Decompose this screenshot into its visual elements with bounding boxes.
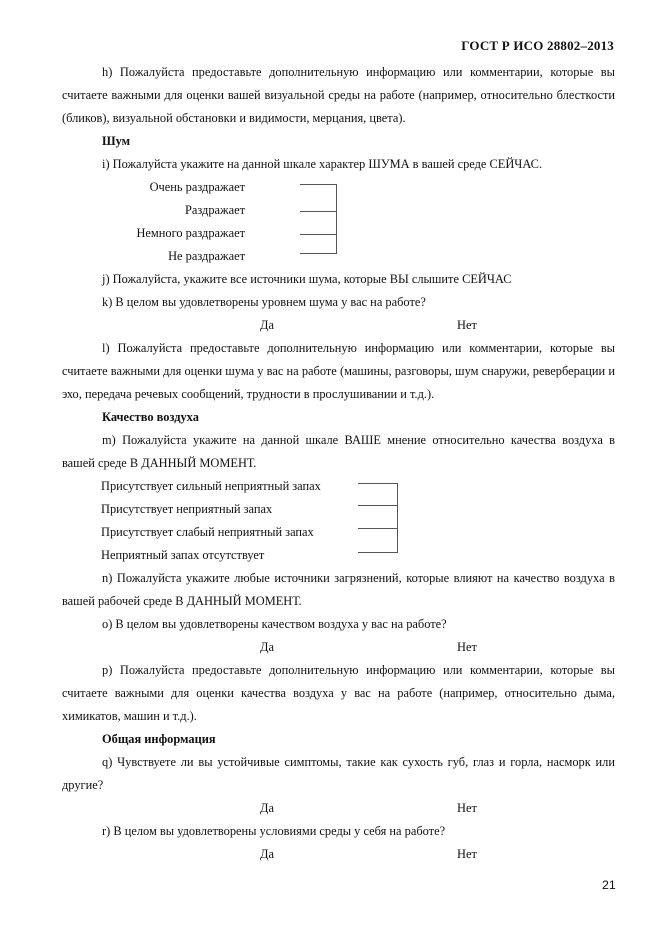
yes-option[interactable]: Да	[260, 801, 274, 815]
yes-option[interactable]: Да	[260, 640, 274, 654]
question-p: p) Пожалуйста предоставьте дополнительную информацию или комментарии, которые вы считаете важными для оценки качества воздуха у вас на работе (например, относительно дыма, химикатов, машин и т.д.).	[62, 663, 615, 723]
air-scale-option: Неприятный запах отсутствует	[101, 548, 265, 562]
air-scale-option: Присутствует слабый неприятный запах	[101, 525, 314, 539]
no-option[interactable]: Нет	[457, 801, 477, 815]
question-r: r) В целом вы удовлетворены условиями среды у себя на работе?	[102, 824, 446, 838]
question-k: k) В целом вы удовлетворены уровнем шума у вас на работе?	[102, 295, 426, 309]
air-scale-tick	[358, 505, 397, 506]
page-number: 21	[602, 878, 616, 892]
yes-option[interactable]: Да	[260, 847, 274, 861]
no-option[interactable]: Нет	[457, 847, 477, 861]
noise-scale-tick	[300, 234, 336, 235]
noise-scale-bracket	[300, 184, 337, 254]
question-j: j) Пожалуйста, укажите все источники шума, которые ВЫ слышите СЕЙЧАС	[102, 272, 512, 286]
question-m: m) Пожалуйста укажите на данной шкале ВАШЕ мнение относительно качества воздуха в вашей среде В ДАННЫЙ МОМЕНТ.	[62, 433, 615, 470]
yes-no-r	[62, 843, 615, 866]
noise-scale-tick	[300, 211, 336, 212]
noise-scale-option: Немного раздражает	[136, 226, 245, 240]
air-scale-bracket	[358, 483, 398, 553]
document-body	[62, 61, 615, 866]
standard-header: ГОСТ Р ИСО 28802–2013	[461, 38, 614, 53]
yes-no-o	[62, 636, 615, 659]
noise-scale-option: Раздражает	[184, 203, 245, 217]
no-option[interactable]: Нет	[457, 318, 477, 332]
air-scale-tick	[358, 528, 397, 529]
general-info-heading: Общая информация	[102, 732, 216, 746]
air-quality-heading: Качество воздуха	[102, 410, 199, 424]
question-h: h) Пожалуйста предоставьте дополнительную информацию или комментарии, которые вы считаете важными для оценки вашей визуальной среды на работе (например, относительно блесткости (бликов), визуальной обстановки и видимости, мерцания, цвета).	[62, 65, 615, 125]
yes-option[interactable]: Да	[260, 318, 274, 332]
question-n: n) Пожалуйста укажите любые источники загрязнений, которые влияют на качество воздуха в вашей рабочей среде В ДАННЫЙ МОМЕНТ.	[62, 571, 615, 608]
noise-scale-option: Очень раздражает	[149, 180, 245, 194]
question-q: q) Чувствуете ли вы устойчивые симптомы, такие как сухость губ, глаз и горла, насморк или другие?	[62, 755, 615, 792]
yes-no-q	[62, 797, 615, 820]
question-l: l) Пожалуйста предоставьте дополнительную информацию или комментарии, которые вы считаете важными для оценки шума у вас на работе (машины, разговоры, шум снаружи, реверберации и эхо, передача речевых сообщений, трудности в прослушивании и т.д.).	[62, 341, 615, 401]
air-scale-option: Присутствует неприятный запах	[101, 502, 273, 516]
yes-no-k	[62, 314, 615, 337]
noise-scale-option: Не раздражает	[168, 249, 245, 263]
noise-heading: Шум	[102, 134, 131, 148]
question-i: i) Пожалуйста укажите на данной шкале характер ШУМА в вашей среде СЕЙЧАС.	[102, 157, 543, 171]
air-quality-scale	[62, 475, 615, 567]
air-scale-option: Присутствует сильный неприятный запах	[101, 479, 321, 493]
question-o: o) В целом вы удовлетворены качеством воздуха у вас на работе?	[102, 617, 447, 631]
no-option[interactable]: Нет	[457, 640, 477, 654]
noise-scale	[102, 176, 615, 268]
